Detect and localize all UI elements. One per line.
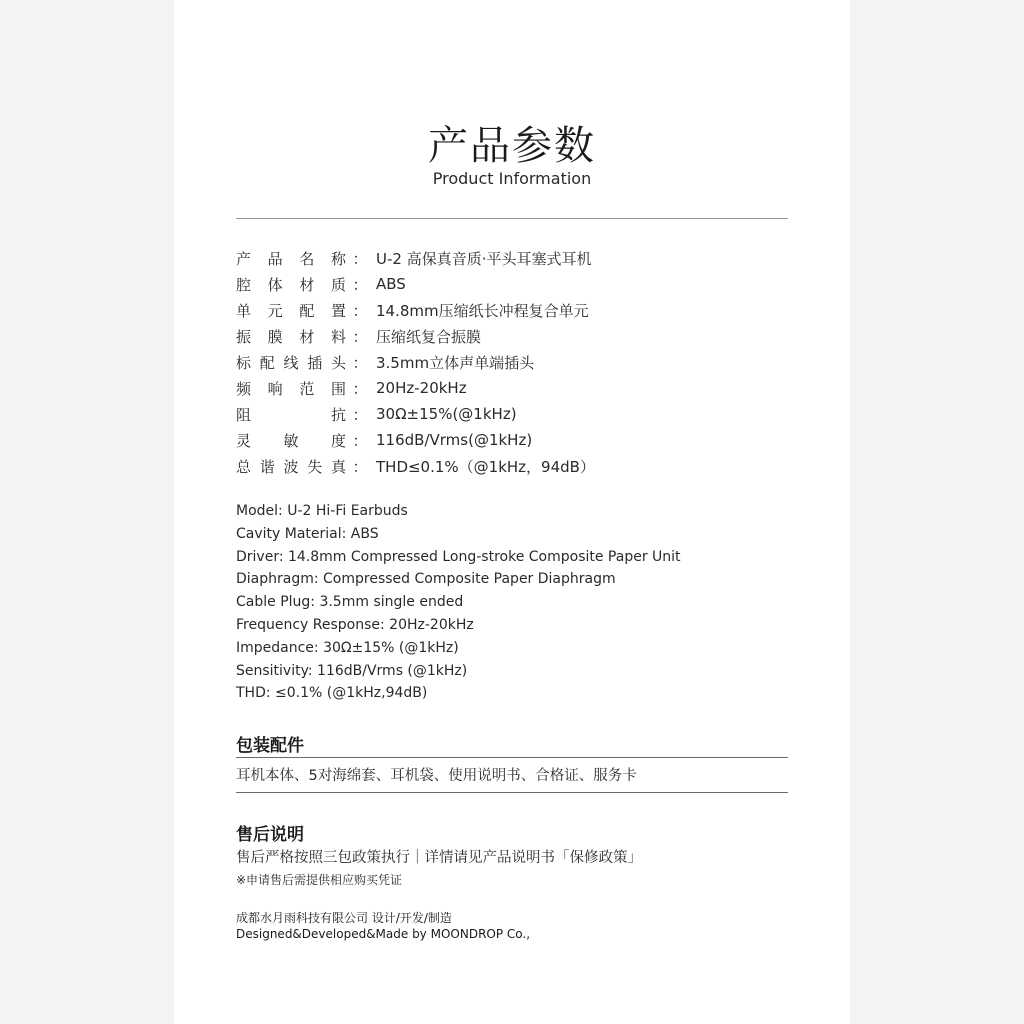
- spec-label-char: 线: [283, 353, 299, 372]
- spec-row: [236, 297, 796, 323]
- spec-label-char: 真: [330, 457, 346, 476]
- spec-row: [236, 427, 796, 453]
- spec-label-char: 配: [299, 301, 315, 320]
- spec-label: [236, 300, 346, 321]
- spec-row: [236, 453, 796, 479]
- spec-label-char: 阻: [236, 405, 252, 424]
- spec-label: [236, 352, 346, 373]
- spec-label-char: 产: [236, 249, 252, 268]
- spec-colon: ：: [352, 431, 368, 450]
- spec-label-char: 围: [330, 379, 346, 398]
- spec-value: 压缩纸复合振膜: [376, 327, 482, 346]
- spec-label-char: 配: [259, 353, 275, 372]
- spec-list-en: [236, 500, 796, 705]
- spec-value: 116dB/Vrms(@1kHz): [376, 431, 533, 449]
- spec-value: 20Hz-20kHz: [376, 379, 467, 397]
- service-policy: 售后严格按照三包政策执行｜详情请见产品说明书「保修政策」: [236, 850, 642, 866]
- spec-label-char: 波: [283, 457, 299, 476]
- spec-label-char: 响: [267, 379, 283, 398]
- spec-label-char: 品: [267, 249, 283, 268]
- package-divider-bottom: [236, 792, 788, 793]
- spec-colon: ：: [352, 379, 368, 398]
- service-title: 售后说明: [236, 825, 304, 845]
- spec-colon: ：: [352, 327, 368, 346]
- product-sheet: [174, 0, 850, 1024]
- spec-colon: ：: [352, 275, 368, 294]
- spec-label-char: 灵: [236, 431, 252, 450]
- spec-label-char: 材: [299, 327, 315, 346]
- spec-label-char: 称: [330, 249, 346, 268]
- spec-row: [236, 271, 796, 297]
- spec-row-en: Sensitivity: 116dB/Vrms (@1kHz): [236, 662, 468, 679]
- spec-value: 30Ω±15%(@1kHz): [376, 405, 517, 423]
- spec-row: [236, 401, 796, 427]
- spec-label-char: 置: [330, 301, 346, 320]
- footer-company-zh: 成都水月雨科技有限公司 设计/开发/制造: [236, 911, 452, 925]
- spec-label-char: 总: [236, 457, 252, 476]
- spec-label-char: 名: [299, 249, 315, 268]
- package-contents: 耳机本体、5对海绵套、耳机袋、使用说明书、合格证、服务卡: [236, 768, 637, 784]
- spec-label: [236, 404, 346, 425]
- page-subtitle: Product Information: [432, 169, 592, 188]
- spec-row: [236, 245, 796, 271]
- spec-row-en: THD: ≤0.1% (@1kHz,94dB): [236, 685, 428, 702]
- spec-label-char: 标: [236, 353, 252, 372]
- footer-company-en: Designed&Developed&Made by MOONDROP Co.,: [236, 927, 531, 941]
- spec-label: [236, 456, 346, 477]
- spec-row-en: Impedance: 30Ω±15% (@1kHz): [236, 639, 459, 656]
- spec-label-char: 质: [330, 275, 346, 294]
- spec-label-char: 头: [330, 353, 346, 372]
- spec-colon: ：: [352, 457, 368, 476]
- spec-colon: ：: [352, 249, 368, 268]
- spec-value: 3.5mm立体声单端插头: [376, 353, 535, 372]
- spec-row-en: Diaphragm: Compressed Composite Paper Diaphragm: [236, 571, 616, 588]
- spec-label: [236, 326, 346, 347]
- spec-value: 14.8mm压缩纸长冲程复合单元: [376, 301, 589, 320]
- spec-label-char: 谐: [259, 457, 275, 476]
- spec-row-en: Cavity Material: ABS: [236, 525, 379, 542]
- spec-label-char: 插: [307, 353, 323, 372]
- spec-label-char: 元: [267, 301, 283, 320]
- spec-colon: ：: [352, 353, 368, 372]
- spec-label-char: 单: [236, 301, 252, 320]
- spec-label-char: 料: [330, 327, 346, 346]
- package-divider-top: [236, 757, 788, 758]
- page-title: 产品参数: [428, 123, 596, 169]
- spec-colon: ：: [352, 405, 368, 424]
- spec-value: THD≤0.1%（@1kHz，94dB）: [376, 457, 595, 476]
- package-title: 包装配件: [236, 736, 304, 756]
- spec-row: [236, 349, 796, 375]
- spec-label: [236, 274, 346, 295]
- spec-row: [236, 323, 796, 349]
- title-divider: [236, 218, 788, 219]
- spec-label-char: 抗: [330, 405, 346, 424]
- spec-row-en: Cable Plug: 3.5mm single ended: [236, 594, 464, 611]
- spec-value: ABS: [376, 275, 406, 293]
- spec-label-char: 敏: [283, 431, 299, 450]
- spec-label: [236, 378, 346, 399]
- spec-colon: ：: [352, 301, 368, 320]
- spec-label-char: 膜: [267, 327, 283, 346]
- spec-label: [236, 430, 346, 451]
- spec-label-char: 失: [307, 457, 323, 476]
- spec-row-en: Driver: 14.8mm Compressed Long-stroke Composite Paper Unit: [236, 548, 681, 565]
- spec-label-char: 材: [299, 275, 315, 294]
- spec-row: [236, 375, 796, 401]
- spec-list-zh: [236, 245, 796, 479]
- spec-label-char: 频: [236, 379, 252, 398]
- spec-label-char: 体: [267, 275, 283, 294]
- spec-label-char: 振: [236, 327, 252, 346]
- spec-label-char: 腔: [236, 275, 252, 294]
- spec-row-en: Frequency Response: 20Hz-20kHz: [236, 616, 474, 633]
- spec-value: U-2 高保真音质·平头耳塞式耳机: [376, 249, 592, 268]
- spec-label-char: 度: [330, 431, 346, 450]
- spec-label-char: 范: [299, 379, 315, 398]
- spec-label: [236, 248, 346, 269]
- service-note: ※申请售后需提供相应购买凭证: [236, 873, 403, 887]
- spec-row-en: Model: U-2 Hi-Fi Earbuds: [236, 503, 408, 519]
